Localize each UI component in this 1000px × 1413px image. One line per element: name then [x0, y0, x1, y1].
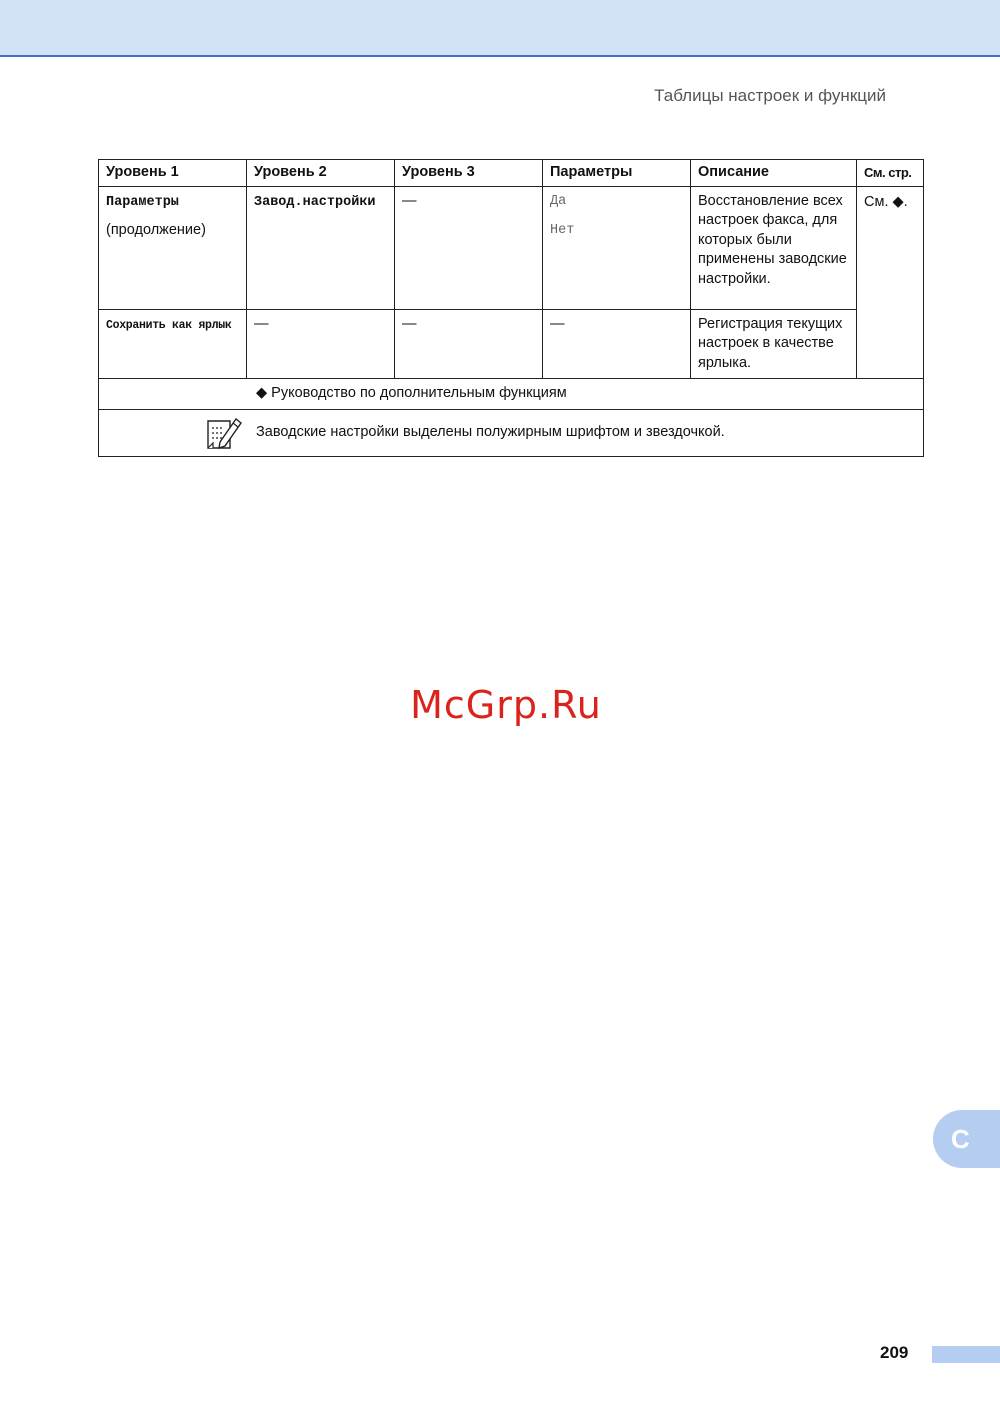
reference-note-row	[99, 379, 924, 410]
note-row	[99, 409, 924, 456]
level1-continued-note: (продолжение)	[106, 222, 206, 238]
column-header-level3: Уровень 3	[395, 160, 543, 187]
footer-bar	[932, 1346, 1000, 1363]
chapter-tab: C	[933, 1110, 1000, 1168]
cell-level1	[99, 309, 247, 379]
column-header-description: Описание	[691, 160, 857, 187]
page-header-title: Таблицы настроек и функций	[654, 86, 886, 105]
note-pencil-icon	[204, 415, 244, 451]
cell-description: Восстановление всех настроек факса, для которых были применены заводские настройки.	[691, 186, 857, 309]
page-number: 209	[880, 1343, 909, 1362]
reference-note-text: ◆ Руководство по дополнительным функциям	[256, 385, 567, 401]
table-header-row	[99, 160, 924, 187]
cell-level3: —	[395, 309, 543, 379]
settings-table	[98, 159, 924, 457]
watermark-text: McGrp.Ru	[410, 683, 602, 727]
cell-level1	[99, 186, 247, 309]
cell-description: Регистрация текущих настроек в качестве ярлыка.	[691, 309, 857, 379]
table-row	[99, 186, 924, 309]
column-header-options: Параметры	[543, 160, 691, 187]
option-yes: Да	[550, 193, 567, 209]
column-header-level2: Уровень 2	[247, 160, 395, 187]
level1-label: Сохранить как ярлык	[106, 318, 232, 332]
cell-options	[543, 186, 691, 309]
table-row	[99, 309, 924, 379]
cell-level2: —	[247, 309, 395, 379]
cell-level2	[247, 186, 395, 309]
level2-label: Завод.настройки	[254, 194, 376, 210]
level1-label: Параметры	[106, 194, 179, 210]
cell-options: —	[543, 309, 691, 379]
top-header-band	[0, 0, 1000, 57]
column-header-level1: Уровень 1	[99, 160, 247, 187]
note-text: Заводские настройки выделены полужирным шрифтом и звездочкой.	[256, 423, 725, 440]
cell-level3: —	[395, 186, 543, 309]
column-header-page-ref: См. стр.	[857, 160, 924, 187]
option-no: Нет	[550, 223, 575, 238]
cell-page-ref: См. ◆.	[857, 186, 924, 379]
